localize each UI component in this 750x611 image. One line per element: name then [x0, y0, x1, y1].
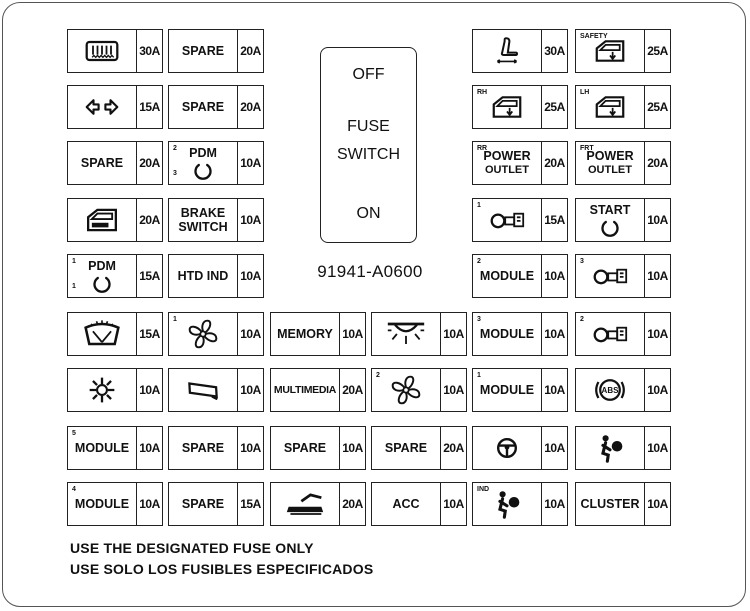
fuse-rating: 20A — [541, 142, 567, 184]
fuse-prefix: 3 — [477, 316, 481, 323]
fuse-symbol — [68, 313, 136, 355]
fuse-symbol — [576, 427, 644, 469]
fuse-spare — [371, 426, 467, 470]
switch-title-line1: FUSE — [347, 118, 390, 135]
fuse-prefix: 2 — [376, 372, 380, 379]
fuse-rating: 10A — [440, 483, 466, 525]
power-window-icon — [595, 39, 625, 63]
fuse-rh-window — [472, 85, 568, 129]
fuse-rating: 20A — [237, 86, 263, 128]
fuse-symbol — [372, 313, 440, 355]
turn-signal-icon — [85, 98, 119, 116]
fuse-symbol — [169, 199, 237, 241]
door-lock-icon — [86, 208, 118, 232]
fuse-htd-ind — [168, 254, 264, 298]
fuse-brake-switch — [168, 198, 264, 242]
fuse-rating: 20A — [136, 199, 162, 241]
fuse-label: SPARE — [181, 44, 225, 58]
fuse-rating: 10A — [644, 255, 670, 297]
power-window-icon — [492, 95, 522, 119]
fuse-label: MODULE — [74, 441, 130, 455]
power-button-icon — [92, 273, 112, 293]
fuse-spare — [168, 426, 264, 470]
fuse-label: SPARE — [80, 156, 124, 170]
switch-title-line2: SWITCH — [336, 146, 401, 163]
fuse-rating: 10A — [237, 369, 263, 411]
fuse-module-4 — [67, 482, 163, 526]
fuse-symbol — [271, 483, 339, 525]
fuse-turn-signal — [67, 85, 163, 129]
fuse-rating: 25A — [541, 86, 567, 128]
fuse-airbag-ind — [472, 482, 568, 526]
fuse-rating: 10A — [136, 483, 162, 525]
fuse-rating: 10A — [237, 255, 263, 297]
fuse-blower-1 — [168, 312, 264, 356]
fuse-rating: 10A — [440, 369, 466, 411]
fuse-rating: 15A — [136, 86, 162, 128]
fuse-rating: 10A — [237, 199, 263, 241]
fuse-symbol — [576, 30, 644, 72]
fuse-safety-window — [575, 29, 671, 73]
fuse-spare — [168, 29, 264, 73]
fuse-symbol — [473, 427, 541, 469]
fuse-power-outlet-rr — [472, 141, 568, 185]
fuse-rating: 10A — [339, 427, 365, 469]
fuse-prefix: 1 — [72, 258, 76, 265]
fuse-prefix: 1 — [72, 283, 76, 290]
power-button-icon — [193, 160, 213, 180]
fuse-label: ACC — [392, 497, 420, 511]
fuse-rating: 25A — [644, 86, 670, 128]
fuse-symbol — [576, 86, 644, 128]
fuse-rating: 15A — [136, 255, 162, 297]
fan-icon — [390, 374, 422, 406]
switch-on-label: ON — [356, 205, 381, 222]
front-wiper-icon — [82, 320, 122, 348]
fuse-symbol — [68, 255, 136, 297]
fuse-rating: 20A — [339, 483, 365, 525]
fuse-label: SPARE — [181, 497, 225, 511]
fuse-aircon — [67, 368, 163, 412]
fuse-rating: 10A — [644, 427, 670, 469]
fuse-prefix: FRT — [580, 145, 594, 152]
fuse-rating: 30A — [541, 30, 567, 72]
fuse-rating: 10A — [440, 313, 466, 355]
fuse-rating: 10A — [237, 142, 263, 184]
fuse-spare — [168, 85, 264, 129]
fuse-label: SPARE — [181, 441, 225, 455]
abs-icon — [594, 374, 626, 406]
aircon-icon — [88, 376, 116, 404]
fuse-prefix: 2 — [173, 145, 177, 152]
fuse-steering-heater — [472, 426, 568, 470]
fuse-label: HTD IND — [177, 269, 229, 283]
fuse-pdm-2 — [168, 141, 264, 185]
fuse-label: POWER — [483, 149, 531, 163]
fuse-room-lamp — [371, 312, 467, 356]
fuse-rating: 20A — [644, 142, 670, 184]
fuse-rating: 10A — [644, 369, 670, 411]
usage-note-spanish: USE SOLO LOS FUSIBLES ESPECIFICADOS — [70, 561, 374, 577]
fuse-prefix: 1 — [477, 202, 481, 209]
fuse-rating: 15A — [541, 199, 567, 241]
fuse-rating: 10A — [541, 255, 567, 297]
fuse-rating: 10A — [541, 427, 567, 469]
smart-key-icon — [592, 266, 628, 286]
fuse-symbol — [68, 86, 136, 128]
fuse-rating: 25A — [644, 30, 670, 72]
fuse-prefix: 5 — [72, 430, 76, 437]
fuse-sunroof — [270, 482, 366, 526]
fuse-label: MEMORY — [277, 327, 333, 341]
fuse-abs — [575, 368, 671, 412]
fuse-smart-key-1 — [472, 198, 568, 242]
fuse-symbol — [473, 142, 541, 184]
fuse-label: SPARE — [384, 441, 428, 455]
fuse-rating: 20A — [237, 30, 263, 72]
fuse-spare — [67, 141, 163, 185]
fuse-label: MODULE — [479, 269, 535, 283]
fuse-prefix: LH — [580, 89, 590, 96]
power-button-icon — [600, 217, 620, 237]
fuse-memory — [270, 312, 366, 356]
fuse-symbol — [473, 483, 541, 525]
fuse-symbol — [473, 313, 541, 355]
steering-wheel-icon — [495, 436, 519, 460]
fuse-label: MULTIMEDIA — [273, 384, 337, 396]
fuse-rating: 20A — [339, 369, 365, 411]
seat-icon — [495, 35, 519, 67]
fuse-label: CLUSTER — [580, 497, 640, 511]
fuse-multimedia — [270, 368, 366, 412]
fuse-symbol — [473, 255, 541, 297]
smart-key-icon — [489, 210, 525, 230]
fuse-label: START — [589, 203, 631, 217]
fuse-label: SPARE — [283, 441, 327, 455]
fuse-rating: 10A — [644, 483, 670, 525]
smart-key-icon — [592, 324, 628, 344]
fuse-rating: 10A — [644, 313, 670, 355]
fuse-symbol — [576, 255, 644, 297]
fuse-start — [575, 198, 671, 242]
fuse-prefix: 2 — [477, 258, 481, 265]
fuse-rating: 30A — [136, 30, 162, 72]
fuse-spare — [270, 426, 366, 470]
fuse-symbol — [473, 30, 541, 72]
fuse-rating: 10A — [237, 427, 263, 469]
airbag-icon — [492, 489, 522, 519]
fuse-symbol — [576, 313, 644, 355]
usage-note-english: USE THE DESIGNATED FUSE ONLY — [70, 540, 314, 556]
fuse-label: SPARE — [181, 100, 225, 114]
fuse-rating: 10A — [136, 427, 162, 469]
fuse-prefix: 4 — [72, 486, 76, 493]
fuse-module-2 — [472, 254, 568, 298]
room-lamp-icon — [386, 321, 426, 347]
fuse-rating: 10A — [541, 313, 567, 355]
fuse-label: POWER — [586, 149, 634, 163]
fuse-prefix: SAFETY — [580, 33, 608, 40]
fuse-rating: 10A — [644, 199, 670, 241]
fuse-front-wiper — [67, 312, 163, 356]
sunroof-icon — [285, 492, 325, 516]
fuse-symbol — [68, 483, 136, 525]
fuse-symbol — [68, 199, 136, 241]
fuse-cluster — [575, 482, 671, 526]
fuse-label: OUTLET — [484, 164, 529, 176]
fuse-rating: 15A — [136, 313, 162, 355]
fuse-prefix: RR — [477, 145, 488, 152]
fuse-acc — [371, 482, 467, 526]
fuse-symbol — [576, 199, 644, 241]
fuse-symbol — [169, 369, 237, 411]
fuse-rating: 10A — [339, 313, 365, 355]
fuse-symbol — [576, 142, 644, 184]
fuse-power-outlet-frt — [575, 141, 671, 185]
fuse-prefix: RH — [477, 89, 488, 96]
fan-icon — [187, 318, 219, 350]
fuse-label: MODULE — [479, 383, 535, 397]
fuse-spare — [168, 482, 264, 526]
airbag-icon — [595, 433, 625, 463]
fuse-symbol — [169, 313, 237, 355]
fuse-label: MODULE — [74, 497, 130, 511]
fuse-lh-window — [575, 85, 671, 129]
fuse-prefix: 3 — [580, 258, 584, 265]
fuse-smart-key-3 — [575, 254, 671, 298]
fuse-symbol — [68, 369, 136, 411]
fuse-rating: 15A — [237, 483, 263, 525]
fuse-label: OUTLET — [587, 164, 632, 176]
fuse-prefix: 1 — [173, 316, 177, 323]
fuse-symbol — [576, 369, 644, 411]
rear-defroster-icon — [84, 39, 120, 63]
fuse-prefix: 3 — [173, 170, 177, 177]
fuse-switch[interactable] — [320, 47, 417, 243]
switch-off-label: OFF — [352, 66, 385, 83]
fuse-airbag — [575, 426, 671, 470]
fuse-prefix: IND — [477, 486, 490, 493]
fuse-seat — [472, 29, 568, 73]
fuse-label: BRAKE — [180, 206, 226, 220]
power-window-icon — [595, 95, 625, 119]
fuse-mirror — [168, 368, 264, 412]
fuse-rating: 10A — [136, 369, 162, 411]
fuse-module-3 — [472, 312, 568, 356]
fuse-symbol — [473, 369, 541, 411]
fuse-symbol — [68, 30, 136, 72]
fuse-rear-defroster — [67, 29, 163, 73]
fuse-prefix: 1 — [477, 372, 481, 379]
fuse-symbol — [372, 369, 440, 411]
fuse-label: MODULE — [479, 327, 535, 341]
fuse-symbol — [169, 142, 237, 184]
fuse-pdm-1 — [67, 254, 163, 298]
fuse-smart-key-2 — [575, 312, 671, 356]
fuse-rating: 10A — [541, 369, 567, 411]
fuse-module-5 — [67, 426, 163, 470]
fuse-rating: 20A — [440, 427, 466, 469]
fuse-rating: 10A — [237, 313, 263, 355]
fuse-symbol — [68, 427, 136, 469]
fuse-symbol — [473, 86, 541, 128]
fuse-rating: 10A — [541, 483, 567, 525]
fuse-door-lock — [67, 198, 163, 242]
fuse-label: PDM — [88, 259, 116, 273]
fuse-blower-2 — [371, 368, 467, 412]
fuse-prefix: 2 — [580, 316, 584, 323]
fuse-module-1 — [472, 368, 568, 412]
mirror-icon — [185, 380, 221, 400]
fuse-label: PDM — [189, 146, 217, 160]
fuse-rating: 20A — [136, 142, 162, 184]
fuse-symbol — [473, 199, 541, 241]
fuse-label: SWITCH — [178, 220, 228, 234]
part-number: 91941-A0600 — [317, 262, 423, 281]
